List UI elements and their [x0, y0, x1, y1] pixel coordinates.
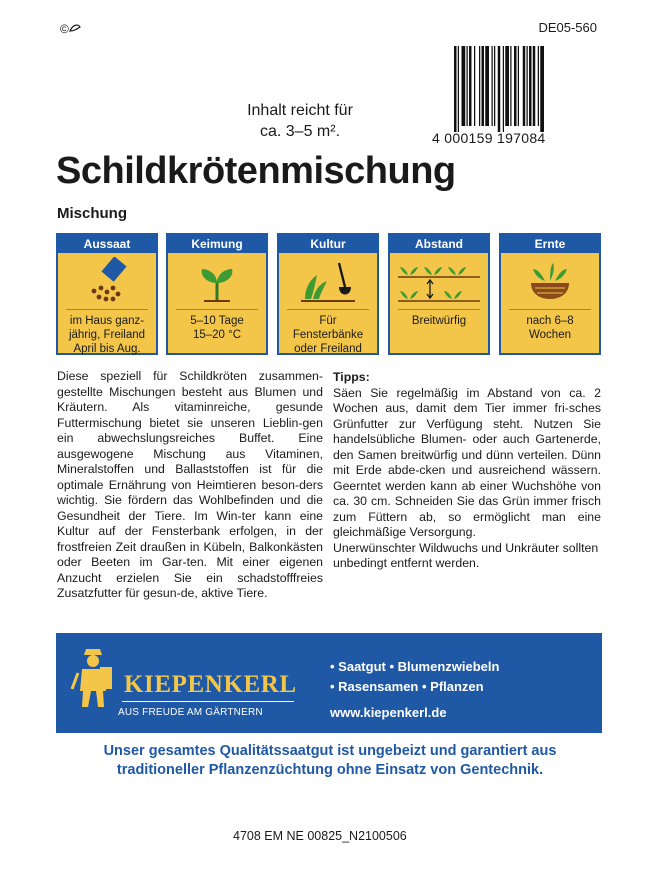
copyright-mark: © — [60, 22, 81, 36]
card-kultur — [277, 233, 379, 355]
coverage-info — [200, 100, 400, 142]
card-label: Ernte — [501, 235, 599, 253]
tips-text-2: Unerwünschter Wildwuchs und Unkräuter sollten unbedingt entfernt werden. — [333, 540, 599, 570]
product-title: Schildkrötenmischung — [56, 150, 456, 192]
product-subtitle: Mischung — [57, 205, 127, 222]
brand-tagline: AUS FREUDE AM GÄRTNERN — [118, 707, 263, 718]
brand-banner — [56, 633, 602, 733]
card-keimung — [166, 233, 268, 355]
kiepenkerl-figure-icon — [70, 649, 120, 711]
card-label: Keimung — [168, 235, 266, 253]
tips-text: Säen Sie regelmäßig im Abstand von ca. 2 Wochen aus, damit dem Tier immer fri-sches Grünfutter zur Verfügung steht. Nutzen Sie handelsübliche Blumen- oder auch Gartenerde, den Samen breitwürfig und dünn verteilen. Dünn mit Erde abde-cken und ausreichend wässern. Geerntet werden kann ab einer Wuchshöhe von ca. 30 cm. Schneiden Sie das Grün immer frisch zum Füttern ab, so ermöglicht man eine gleichmäßige Versorgung. — [333, 385, 601, 539]
quality-claim: Unser gesamtes Qualitätssaatgut ist ungebeizt und garantiert aus traditioneller Pflanzenzüchtung ohne Einsatz von Gentechnik. — [103, 743, 557, 778]
plant-shovel-icon — [293, 257, 363, 305]
card-label: Aussaat — [58, 235, 156, 253]
ean-number: 4 000159 197084 — [432, 130, 546, 146]
coverage-line-1: Inhalt reicht für — [247, 102, 353, 119]
coverage-line-2: ca. 3–5 m². — [259, 123, 341, 140]
card-abstand — [388, 233, 490, 355]
card-ernte — [499, 233, 601, 355]
seed-logo-icon — [69, 23, 81, 33]
brand-divider — [122, 701, 294, 702]
product-description: Diese speziell für Schildkröten zusammen-gestellte Mischungen besteht aus Blumen und Kräutern. Als vitaminreiche, gesunde Futtermischung bietet sie unseren Lieblin-gen ein abwechslungsreiches Buffet. Eine ausgewogene Mischung aus Vitaminen, Mineralstoffen und Ballaststoffen ist für die optimale Ernährung von Heimtieren beson-ders wichtig. Sie fördern das Wohlbefinden und die Gesundheit der Tiere. Im Win-ter kann eine Kultur auf der Fensterbank erfolgen, in der frostfreien Zeit draußen in Kübeln, Balkonkästen oder Beeten im Gar-ten. Mit einer eigenen Anzucht erzielen Sie ein schadstofffreies Zusatzfutter für gesun-de, aktive Tiere. — [57, 369, 323, 600]
card-label: Abstand — [390, 235, 488, 253]
barcode — [452, 46, 600, 134]
spacing-icon — [396, 257, 482, 305]
harvest-bowl-icon — [515, 257, 585, 305]
article-code: DE05-560 — [538, 20, 597, 35]
banner-line-1: • Saatgut • Blumenzwiebeln — [330, 659, 500, 674]
card-label: Kultur — [279, 235, 377, 253]
footer-code: 4708 EM NE 00825_N2100506 — [233, 829, 407, 843]
card-text: im Haus ganz- jährig, Freiland April bis Aug. — [68, 315, 146, 355]
brand-name: KIEPENKERL — [124, 671, 297, 698]
card-text: 5–10 Tage 15–20 °C — [190, 315, 244, 341]
brand-url: www.kiepenkerl.de — [330, 705, 447, 720]
card-text: Breitwürfig — [411, 315, 467, 327]
tips-heading: Tipps: — [333, 370, 370, 384]
seed-bag-icon — [72, 257, 142, 305]
card-text: nach 6–8 Wochen — [526, 315, 574, 341]
card-text: Für Fensterbänke oder Freiland — [292, 315, 364, 355]
card-aussaat — [56, 233, 158, 355]
tips-section — [333, 370, 601, 572]
seedling-icon — [182, 257, 252, 305]
banner-line-2: • Rasensamen • Pflanzen — [330, 679, 484, 694]
